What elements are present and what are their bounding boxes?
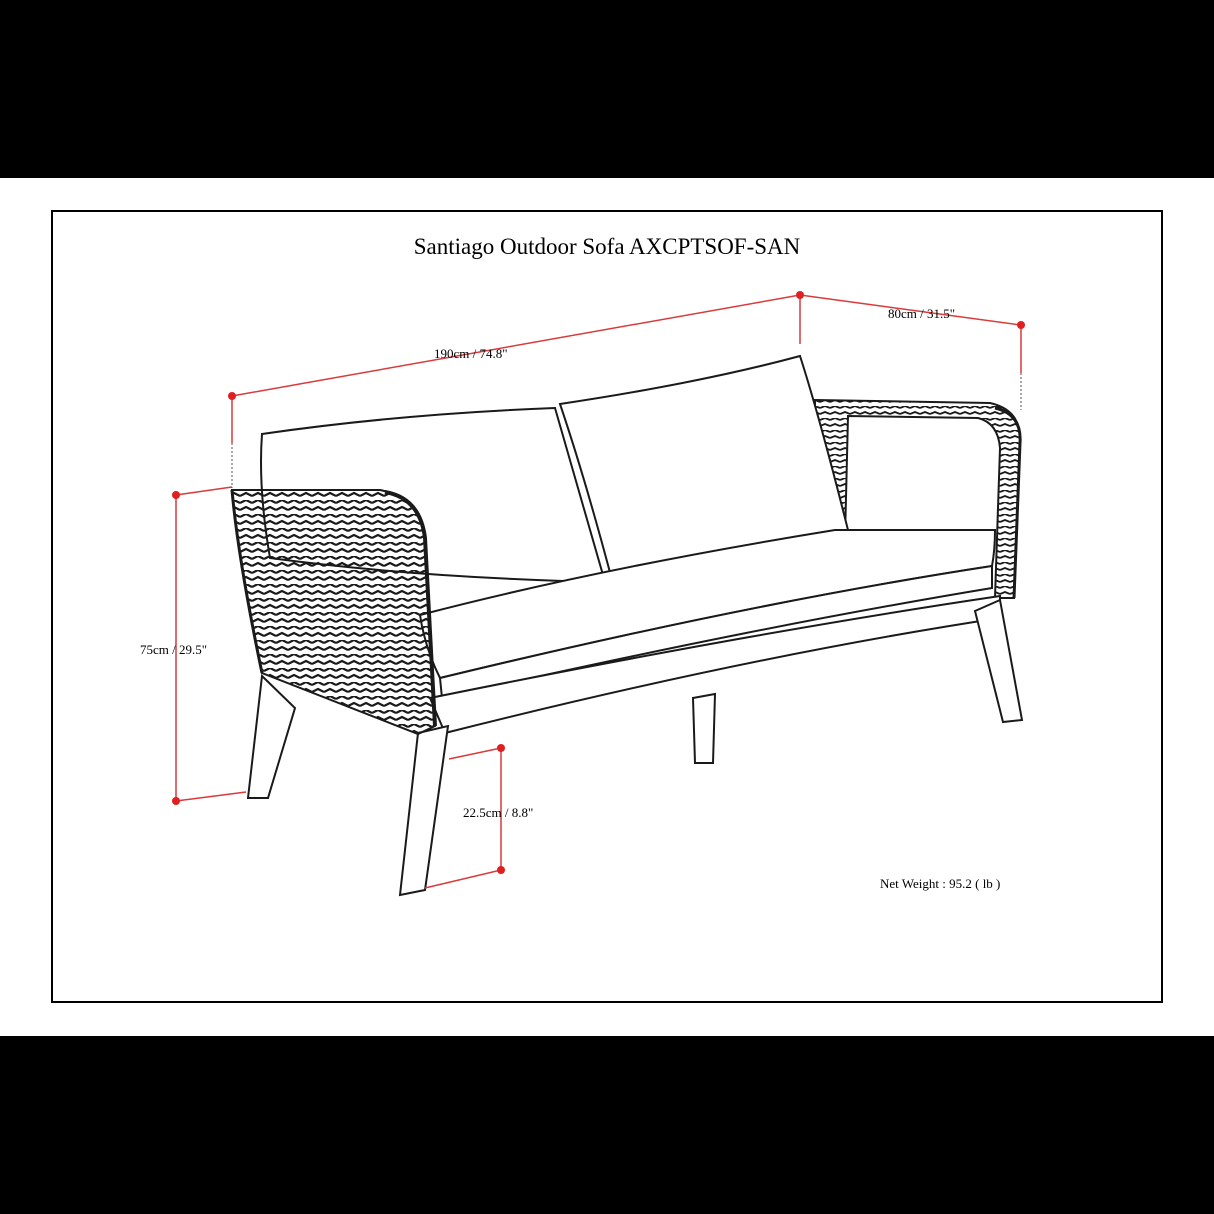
leg-height-dimension-label: 22.5cm / 8.8" (463, 805, 534, 820)
product-title: Santiago Outdoor Sofa AXCPTSOF-SAN (413, 234, 801, 259)
height-dimension-label: 75cm / 29.5" (140, 642, 208, 657)
drawing-sheet (0, 178, 1214, 1036)
net-weight-label: Net Weight : 95.2 ( lb ) (880, 876, 1001, 891)
sofa-illustration (0, 178, 1214, 1036)
width-dimension-label: 190cm / 74.8" (434, 346, 508, 361)
depth-dimension-label: 80cm / 31.5" (888, 306, 956, 321)
